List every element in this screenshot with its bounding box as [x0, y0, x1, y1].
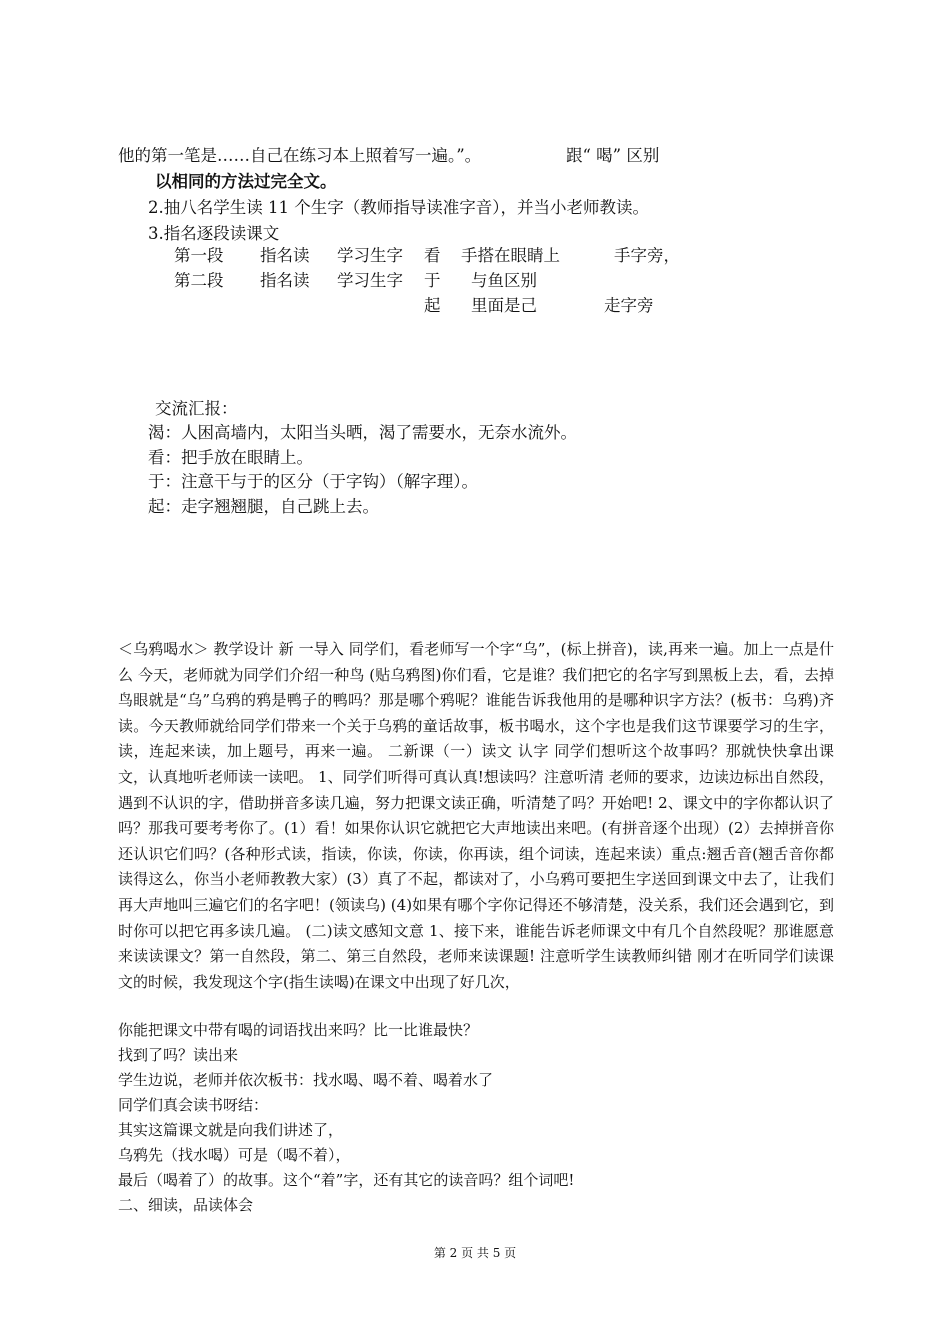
report-item: 于：注意干与于的区分（于字钩）（解字理）。 — [148, 472, 478, 491]
segment-char: 看 — [424, 246, 441, 265]
text-line: 最后（喝着了）的故事。这个“着”字，还有其它的读音吗？组个词吧! — [118, 1171, 575, 1189]
text-line: 你能把课文中带有喝的词语找出来吗？比一比谁最快？ — [118, 1021, 479, 1039]
segment-name: 第一段 — [174, 246, 224, 265]
text-line: 3.指名逐段读课文 — [148, 224, 280, 243]
text-line: 学生边说，老师并依次板书：找水喝、喝不着、喝着水了 — [118, 1071, 494, 1089]
report-title: 交流汇报： — [155, 399, 238, 418]
segment-hint: 与鱼区别 — [471, 271, 537, 290]
report-item: 起：走字翘翘腿，自己跳上去。 — [148, 497, 379, 516]
text-note: 跟“ 喝” 区别 — [566, 146, 660, 165]
text-line: 乌鸦先（找水喝）可是（喝不着）， — [118, 1146, 351, 1164]
segment-char: 于 — [424, 271, 441, 290]
text-line: 找到了吗？读出来 — [118, 1046, 239, 1064]
text-line: 2.抽八名学生读 11 个生字（教师指导读准字音），并当小老师教读。 — [148, 198, 649, 217]
segment-task: 学习生字 — [337, 246, 403, 265]
segment-task: 学习生字 — [337, 271, 403, 290]
segment-hint: 里面是己 — [471, 296, 537, 315]
text-line: 同学们真会读书呀结： — [118, 1096, 269, 1114]
report-item: 渴：人困高墙内，太阳当头晒，渴了需要水，无奈水流外。 — [148, 423, 577, 442]
bold-instruction: 以相同的方法过完全文。 — [155, 172, 337, 191]
text-line: 其实这篇课文就是向我们讲述了， — [118, 1121, 344, 1139]
segment-action: 指名读 — [260, 271, 310, 290]
segment-hint: 手搭在眼睛上 — [461, 246, 560, 265]
segment-action: 指名读 — [260, 246, 310, 265]
page-footer: 第 2 页 共 5 页 — [433, 1246, 517, 1260]
segment-radical: 手字旁， — [614, 246, 680, 265]
segment-name: 第二段 — [174, 271, 224, 290]
segment-char: 起 — [424, 296, 441, 315]
lesson-paragraph: ＜乌鸦喝水＞ 教学设计 新 一导入 同学们，看老师写一个字“乌”，(标上拼音)，读,再来一遍。加上一点是什么 今天，老师就为同学们介绍一种鸟 (贴乌鸦图)你们看，它是谁？我们把它的名字写到黑板上去，看，去掉鸟眼就是“乌”乌鸦的鸦是鸭子的鸭吗？那是哪个鸦呢？谁能告诉我他用的是哪种识字方法？(板书：乌鸦)齐读。今天教师就给同学们带来一个关于乌鸦的童话故事，板书喝水，这个字也是我们这节课要学习的生字，读，连起来读，加上题号，再来一遍。 二新课（一）读文 认字 同学们想听这个故事吗？那就快快拿出课文，认真地听老师读一读吧。 1、同学们听得可真认真!想读吗？注意听清 老师的要求，边读边标出自然段，遇到不认识的字，借助拼音多读几遍，努力把课文读正确，听清楚了吗？开始吧! 2、课文中的字你都认识了吗？那我可要考考你了。(1）看！如果你认识它就把它大声地读出来吧。(有拼音逐个出现）(2）去掉拼音你还认识它们吗？(各种形式读，指读，你读，你读，你再读，组个词读，连起来读）重点:翘舌音(翘舌音你都读得这么，你当小老师教教大家）(3）真了不起，都读对了，小乌鸦可要把生字送回到课文中去了，让我们再大声地叫三遍它们的名字吧！(领读乌) (4)如果有哪个字你记得还不够清楚，没关系，我们还会遇到它，到时你可以把它再多读几遍。 (二)读文感知文意 1、接下来，谁能告诉老师课文中有几个自然段呢？那谁愿意来读读课文？第一自然段，第二、第三自然段，老师来读课题! 注意听学生读教师纠错 刚才在听同学们读课文的时候，我发现这个字(指生读喝)在课文中出现了好几次， — [118, 640, 834, 991]
report-item: 看：把手放在眼睛上。 — [148, 448, 313, 467]
segment-radical: 走字旁 — [604, 296, 654, 315]
text-line: 他的第一笔是……自己在练习本上照着写一遍。”。 — [118, 146, 482, 165]
text-line: 二、细读，品读体会 — [118, 1196, 254, 1214]
